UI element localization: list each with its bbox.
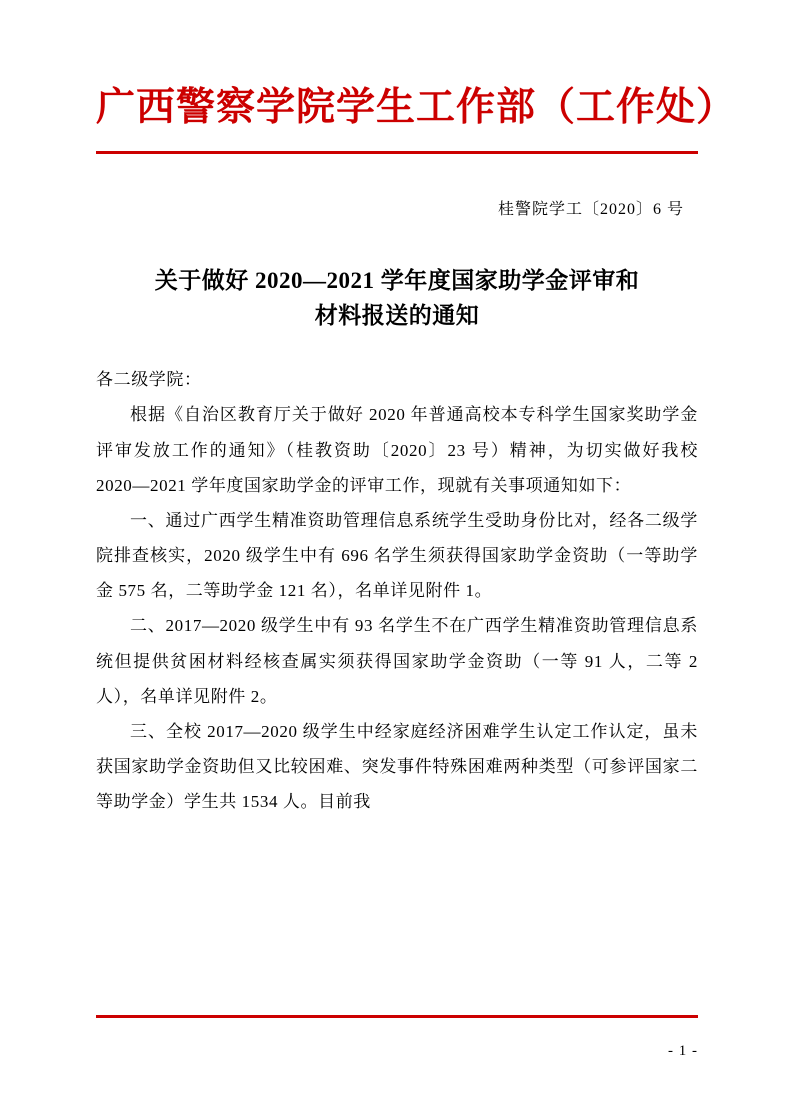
document-title-line-2: 材料报送的通知	[314, 303, 480, 329]
paragraph-3: 二、2017—2020 级学生中有 93 名学生不在广西学生精准资助管理信息系统但提供贫困材料经核查属实须获得国家助学金资助（一等 91 人，二等 2 人），名单详见附件 2。	[96, 616, 698, 706]
masthead-divider	[96, 151, 698, 154]
document-body	[96, 362, 698, 819]
salutation: 各二级学院：	[96, 370, 202, 390]
document-title	[96, 263, 698, 334]
masthead-title: 广西警察学院学生工作部（工作处）	[96, 86, 737, 129]
footer-divider	[96, 1015, 698, 1018]
document-title-line-1: 关于做好 2020—2021 学年度国家助学金评审和	[154, 267, 640, 293]
paragraph-2: 一、通过广西学生精准资助管理信息系统学生受助身份比对，经各二级学院排查核实，2020 级学生中有 696 名学生须获得国家助学金资助（一等助学金 575 名，二等助学金 121 名），名单详见附件 1。	[96, 510, 698, 601]
document-number: 桂警院学工〔2020〕6 号	[497, 200, 684, 218]
page-number: - 1 -	[668, 1043, 698, 1059]
paragraph-4: 三、全校 2017—2020 级学生中经家庭经济困难学生认定工作认定，虽未获国家助学金资助但又比较困难、突发事件特殊困难两种类型（可参评国家二等助学金）学生共 1534 人。目前我	[96, 722, 698, 812]
paragraph-1: 根据《自治区教育厅关于做好 2020 年普通高校本专科学生国家奖助学金评审发放工作的通知》（桂教资助〔2020〕23 号）精神，为切实做好我校 2020—2021 学年度国家助学金的评审工作，现就有关事项通知如下：	[96, 405, 698, 495]
